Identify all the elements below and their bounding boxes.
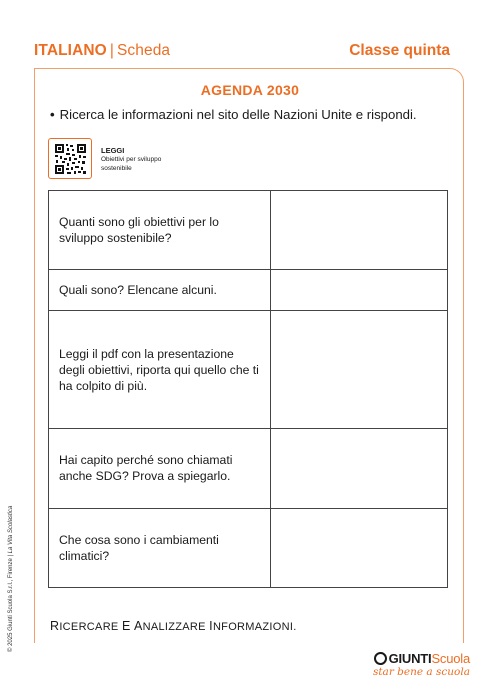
publisher-brand <box>373 651 470 678</box>
question-cell: Quali sono? Elencane alcuni. <box>49 270 271 311</box>
answer-cell[interactable] <box>271 270 448 311</box>
instruction <box>50 107 417 122</box>
answer-cell[interactable] <box>271 311 448 429</box>
instruction-text: Ricerca le informazioni nel sito delle Nazioni Unite e rispondi. <box>59 107 417 122</box>
copyright-notice <box>8 506 14 652</box>
answer-cell[interactable] <box>271 429 448 508</box>
question-cell: Che cosa sono i cambiamenti climatici? <box>49 508 271 587</box>
subject-name: ITALIANO <box>34 42 107 59</box>
giunti-logo-icon <box>374 652 387 665</box>
sheet-kind: Scheda <box>116 42 171 59</box>
table-row <box>49 508 448 587</box>
brand-name <box>373 651 470 666</box>
table-row <box>49 311 448 429</box>
header-separator: | <box>109 42 114 59</box>
table-row <box>49 191 448 270</box>
qr-label: LEGGI <box>101 146 125 155</box>
sheet-title: AGENDA 2030 <box>200 82 300 98</box>
copyright-text: © 2025 Giunti Scuola S.r.l., Firenze | <box>8 553 14 652</box>
brand-accent: Scuola <box>431 651 470 666</box>
qr-code[interactable] <box>48 138 92 179</box>
answer-cell[interactable] <box>271 508 448 587</box>
brand-tagline: star bene a scuola <box>372 666 470 678</box>
grade-label: Classe quinta <box>349 42 450 59</box>
qr-code-icon <box>54 143 87 175</box>
question-cell: Leggi il pdf con la presentazione degli obiettivi, riporta qui quello che ti ha colpito di più. <box>49 311 271 429</box>
question-cell: Quanti sono gli obiettivi per lo sviluppo sostenibile? <box>49 191 271 270</box>
skill-caption <box>50 619 297 633</box>
answer-cell[interactable] <box>271 191 448 270</box>
subject-label <box>34 42 170 60</box>
content-frame-left-edge <box>34 68 35 643</box>
bullet-icon: • <box>50 107 55 122</box>
table-row <box>49 270 448 311</box>
qr-description: Obiettivi per sviluppo sostenibile <box>101 156 162 172</box>
copyright-magazine: La Vita Scolastica <box>8 505 14 554</box>
question-table <box>48 190 448 588</box>
page-header <box>34 42 450 62</box>
table-row <box>49 429 448 508</box>
brand-main: GIUNTI <box>388 651 432 666</box>
skill-text: RICERCARE E ANALIZZARE INFORMAZIONI. <box>50 619 297 633</box>
question-cell: Hai capito perché sono chiamati anche SDG? Prova a spiegarlo. <box>49 429 271 508</box>
